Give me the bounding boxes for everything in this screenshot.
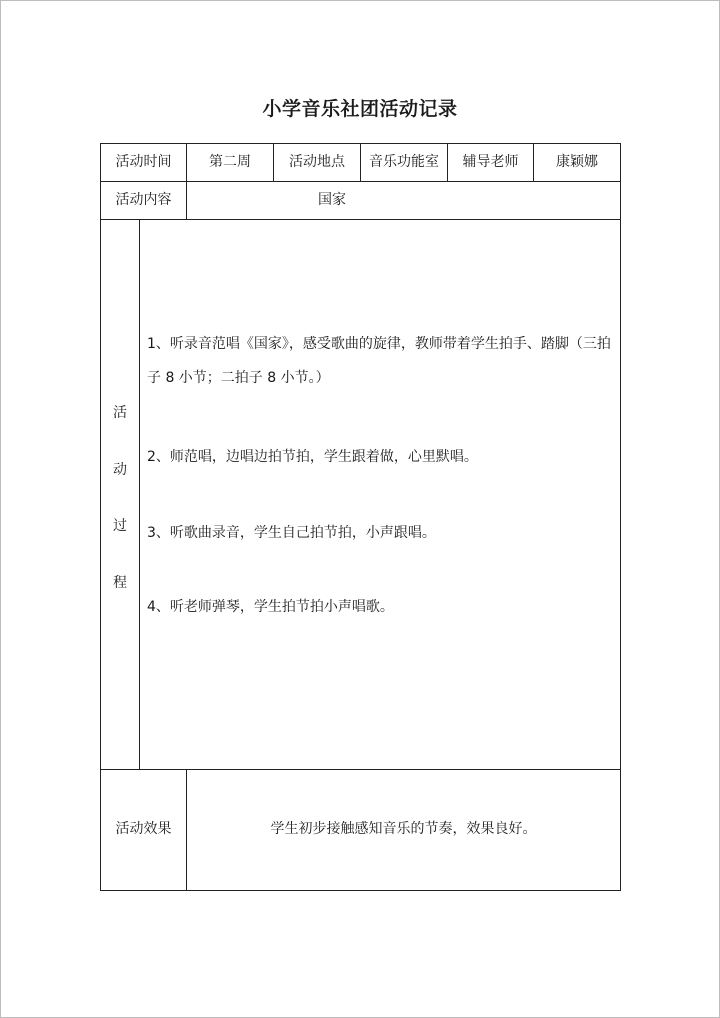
table-line (100, 890, 621, 891)
table-line (620, 143, 621, 891)
teacher-label: 辅导老师 (462, 154, 519, 170)
process-label-char: 动 (113, 462, 127, 478)
process-label-char: 活 (113, 405, 127, 421)
table-line (100, 219, 621, 220)
process-label-char: 过 (113, 518, 127, 534)
content-label: 活动内容 (115, 192, 172, 208)
time-label: 活动时间 (115, 154, 172, 170)
process-step-1: 1、听录音范唱《国家》，感受歌曲的旋律，教师带着学生拍手、踏脚（三拍子 8 小节；二拍子 8 小节。） (147, 336, 611, 386)
process-step-3: 3、听歌曲录音，学生自己拍节拍，小声跟唱。 (147, 525, 436, 541)
place-label: 活动地点 (289, 154, 345, 170)
process-step-2: 2、师范唱，边唱边拍节拍，学生跟着做，心里默唱。 (147, 449, 478, 465)
process-step-4: 4、听老师弹琴，学生拍节拍小声唱歌。 (147, 599, 394, 615)
time-value: 第二周 (209, 154, 251, 170)
effect-value: 学生初步接触感知音乐的节奏，效果良好。 (270, 821, 537, 837)
document-title: 小学音乐社团活动记录 (262, 98, 458, 120)
table-line (100, 181, 621, 182)
process-label-char: 程 (113, 575, 127, 591)
teacher-value: 康颖娜 (556, 154, 598, 170)
content-value: 国家 (318, 192, 346, 208)
table-line (139, 219, 140, 769)
place-value: 音乐功能室 (369, 154, 439, 170)
table-line (186, 181, 187, 219)
effect-label: 活动效果 (115, 821, 172, 837)
table-line (100, 769, 621, 770)
